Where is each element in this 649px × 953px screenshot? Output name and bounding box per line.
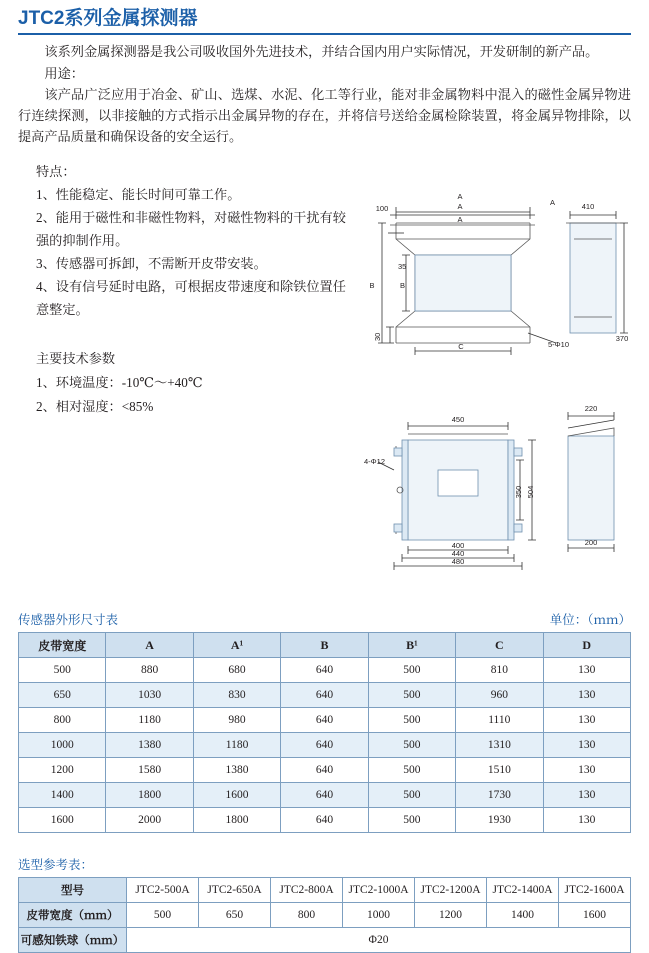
table-row [19, 878, 631, 903]
col-header-belt-width: 皮带宽度 [19, 633, 106, 658]
table-row [19, 808, 631, 833]
table-row [19, 658, 631, 683]
svg-text:30: 30 [373, 332, 382, 341]
cell: JTC2-500A [127, 878, 199, 903]
cell: 1200 [19, 758, 106, 783]
cell: 1510 [456, 758, 543, 783]
cell: 1380 [106, 733, 193, 758]
page-title-bar [18, 0, 631, 30]
title-divider [18, 33, 631, 35]
cell: 640 [281, 658, 368, 683]
sensor-table-section [18, 610, 631, 833]
cell: 500 [368, 683, 455, 708]
cell: 130 [543, 683, 630, 708]
cell: 500 [368, 808, 455, 833]
cell: 1730 [456, 783, 543, 808]
cell: 1800 [106, 783, 193, 808]
cell: 650 [199, 903, 271, 928]
cell: 130 [543, 758, 630, 783]
table-row [19, 783, 631, 808]
cell: 500 [368, 733, 455, 758]
svg-text:504: 504 [526, 485, 535, 499]
table-row [19, 928, 631, 953]
svg-text:400: 400 [451, 541, 465, 550]
cell: JTC2-650A [199, 878, 271, 903]
col-header-b: B [281, 633, 368, 658]
svg-text:A: A [457, 193, 463, 201]
table-row [19, 733, 631, 758]
svg-text:410: 410 [581, 202, 595, 211]
svg-text:A: A [457, 202, 463, 211]
cell: 1180 [193, 733, 280, 758]
table-header-row [19, 633, 631, 658]
cell: 800 [271, 903, 343, 928]
usage-paragraph: 该产品广泛应用于冶金、矿山、选煤、水泥、化工等行业，能对非金属物料中混入的磁性金属异物进行连续探测，以非接触的方式指示出金属异物的存在，并将信号送给金属检除装置，将金属异物排除，以提高产品质量和确保设备的安全运行。 [18, 87, 631, 144]
cell: 960 [456, 683, 543, 708]
cell: 1310 [456, 733, 543, 758]
cell: 500 [368, 708, 455, 733]
svg-text:440: 440 [451, 549, 465, 558]
sensor-table-caption-row [18, 610, 631, 628]
cell: 500 [368, 758, 455, 783]
cell: 640 [281, 758, 368, 783]
cell: 500 [127, 903, 199, 928]
feature-item: 1、性能稳定、能长时间可靠工作。 [36, 187, 241, 202]
svg-text:200: 200 [584, 538, 598, 547]
svg-text:450: 450 [451, 415, 465, 424]
selection-table-caption: 选型参考表： [18, 858, 94, 872]
svg-text:370: 370 [615, 334, 629, 343]
cell: 1000 [343, 903, 415, 928]
col-header-c: C [456, 633, 543, 658]
cell: 680 [193, 658, 280, 683]
cell: 640 [281, 683, 368, 708]
svg-text:C: C [458, 342, 464, 351]
cell: 1600 [19, 808, 106, 833]
spec-item: 2、相对湿度：<85% [36, 399, 154, 414]
cell: 2000 [106, 808, 193, 833]
cell: JTC2-1600A [559, 878, 631, 903]
row-header-detectable-ball: 可感知铁球（ｍｍ） [19, 928, 127, 953]
cell: 830 [193, 683, 280, 708]
col-header-b1: B¹ [368, 633, 455, 658]
cell: 640 [281, 783, 368, 808]
selection-table-section [18, 855, 631, 953]
cell: 1180 [106, 708, 193, 733]
cell: 130 [543, 783, 630, 808]
feature-item: 3、传感器可拆卸，不需断开皮带安装。 [36, 256, 267, 271]
cell: 1800 [193, 808, 280, 833]
sensor-dimension-table [18, 632, 631, 833]
cell: JTC2-1000A [343, 878, 415, 903]
table-row [19, 708, 631, 733]
controller-drawing-svg [360, 400, 640, 585]
svg-text:A: A [550, 198, 556, 207]
cell: 810 [456, 658, 543, 683]
feature-item: 4、设有信号延时电路，可根据皮带速度和除铁位置任意整定。 [36, 279, 346, 317]
table-row [19, 903, 631, 928]
svg-text:B: B [400, 281, 406, 290]
cell: 640 [281, 733, 368, 758]
cell: 640 [281, 808, 368, 833]
cell: 880 [106, 658, 193, 683]
svg-text:480: 480 [451, 557, 465, 566]
col-header-a: A [106, 633, 193, 658]
cell-detectable-ball: Φ20 [127, 928, 631, 953]
svg-text:100: 100 [375, 204, 389, 213]
cell: 1400 [19, 783, 106, 808]
row-header-belt-width: 皮带宽度（ｍｍ） [19, 903, 127, 928]
table-row [19, 683, 631, 708]
cell: 1000 [19, 733, 106, 758]
col-header-a1: A¹ [193, 633, 280, 658]
features-heading: 特点： [36, 164, 76, 179]
svg-text:5-Φ10: 5-Φ10 [548, 340, 569, 349]
cell: JTC2-800A [271, 878, 343, 903]
row-header-model: 型号 [19, 878, 127, 903]
cell: JTC2-1200A [415, 878, 487, 903]
cell: 1580 [106, 758, 193, 783]
svg-text:4-Φ12: 4-Φ12 [364, 457, 385, 466]
svg-text:B: B [369, 281, 375, 290]
cell: 980 [193, 708, 280, 733]
cell: 1400 [487, 903, 559, 928]
sensor-table-caption: 传感器外形尺寸表 [18, 613, 119, 627]
cell: 1380 [193, 758, 280, 783]
cell: 640 [281, 708, 368, 733]
cell: 1030 [106, 683, 193, 708]
col-header-d: D [543, 633, 630, 658]
svg-text:220: 220 [584, 404, 598, 413]
cell: 500 [368, 658, 455, 683]
cell: 130 [543, 708, 630, 733]
cell: 130 [543, 808, 630, 833]
features-block [18, 161, 348, 321]
sensor-dimension-drawing [360, 193, 640, 378]
cell: 800 [19, 708, 106, 733]
cell: 1600 [559, 903, 631, 928]
svg-text:35: 35 [398, 262, 407, 271]
specs-block [18, 347, 348, 419]
sensor-table-unit: 单位：（ｍｍ） [549, 613, 631, 627]
usage-label: 用途： [44, 66, 84, 81]
selection-table [18, 877, 631, 953]
table-row [19, 758, 631, 783]
cell: 1930 [456, 808, 543, 833]
sensor-drawing-svg [360, 193, 640, 378]
cell: 130 [543, 658, 630, 683]
cell: 1200 [415, 903, 487, 928]
specs-heading: 主要技术参数 [36, 351, 116, 366]
intro-paragraph: 该系列金属探测器是我公司吸收国外先进技术，并结合国内用户实际情况，开发研制的新产品。 [44, 44, 599, 59]
cell: 500 [368, 783, 455, 808]
cell: 1600 [193, 783, 280, 808]
cell: JTC2-1400A [487, 878, 559, 903]
page-title: JTC2系列金属探测器 [18, 8, 198, 29]
svg-text:350: 350 [514, 485, 523, 499]
spec-item: 1、环境温度：-10℃～+40℃ [36, 375, 203, 390]
cell: 500 [19, 658, 106, 683]
cell: 130 [543, 733, 630, 758]
cell: 1110 [456, 708, 543, 733]
feature-item: 2、能用于磁性和非磁性物料，对磁性物料的干扰有较强的抑制作用。 [36, 210, 346, 248]
cell: 650 [19, 683, 106, 708]
svg-text:A: A [457, 215, 463, 224]
controller-dimension-drawing [360, 400, 640, 585]
